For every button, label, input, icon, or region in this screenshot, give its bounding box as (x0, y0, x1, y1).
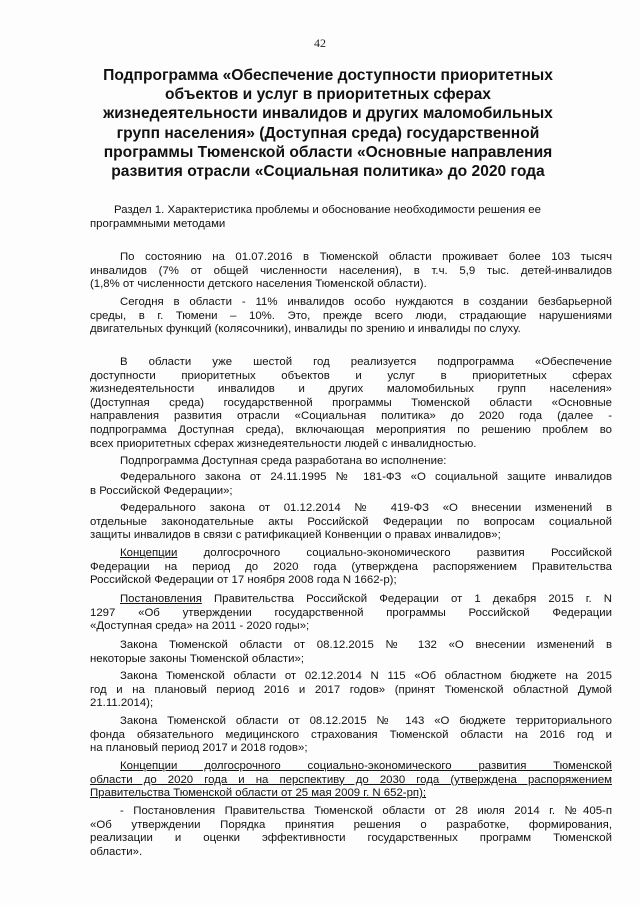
text-line: области». (90, 845, 143, 858)
text-line[interactable]: Концепции долгосрочного социально-экономического развития Тюменской (120, 760, 612, 772)
text-line: фонда обязательного медицинского страхования Тюменской области на 2016 год и (90, 728, 612, 741)
text-line: инвалидов (7% от общей численности населения), в т.ч. 5,9 тыс. детей-инвалидов (90, 264, 612, 277)
text-line: защиты инвалидов в связи с ратификацией Конвенции о правах инвалидов»; (90, 529, 501, 542)
text-line: Сегодня в области - 11% инвалидов особо нуждаются в создании безбарьерной (120, 296, 612, 308)
text-fragment: Правительства Российской Федерации от 1 декабря 2015 г. N (201, 593, 612, 605)
resolution-link[interactable]: Постановления (120, 593, 202, 605)
text-line: на плановый период 2017 и 2018 годов»; (90, 742, 308, 755)
text-line: всех приоритетных сферах жизнедеятельности людей с инвалидностью. (90, 437, 477, 450)
document-title (78, 66, 578, 181)
text-line: некоторые законы Тюменской области»; (90, 652, 305, 665)
text-line: доступности приоритетных объектов и услуг в приоритетных сферах (90, 369, 612, 382)
text-line: Закона Тюменской области от 08.12.2015 № 132 «О внесении изменений в (120, 639, 612, 651)
title-line: групп населения» (Доступная среда) государственной (116, 124, 540, 142)
paragraph-concept-tyumen[interactable] (90, 760, 612, 801)
paragraph-law-132 (90, 639, 612, 666)
title-line: программы Тюменской области «Основные направления (103, 143, 553, 161)
text-line: В области уже шестой год реализуется подпрограмма «Обеспечение (120, 356, 612, 368)
paragraph-law-419 (90, 502, 612, 543)
text-line: Федерального закона от 01.12.2014 № 419-ФЗ «О внесении изменений в (120, 502, 612, 514)
text-line: «Об утверждении Порядка принятия решения о разработке, формирования, (90, 818, 612, 831)
text-line: Закона Тюменской области от 02.12.2014 N 115 «Об областном бюджете на 2015 (120, 670, 612, 682)
text-line: Подпрограмма Доступная среда разработана во исполнение: (120, 455, 447, 467)
title-line: развития отрасли «Социальная политика» до 2020 года (111, 163, 545, 181)
concept-link[interactable]: Концепции (120, 547, 178, 559)
text-line (90, 593, 612, 607)
text-line: подпрограмма Доступная среда), включающая мероприятия по решению проблем во (90, 423, 612, 436)
paragraph-resolution-405 (90, 805, 612, 859)
text-line: среды, в г. Тюмени – 10%. Это, прежде всего люди, страдающие нарушениями (90, 309, 612, 322)
text-line: отдельные законодательные акты Российской Федерации по вопросам социальной (90, 515, 612, 528)
text-line: направления развития отрасли «Социальная политика» до 2020 года (далее - (90, 410, 612, 423)
paragraph-subprogram (90, 356, 612, 451)
title-line: Подпрограмма «Обеспечение доступности приоритетных (103, 67, 553, 84)
paragraph-needs (90, 296, 612, 337)
paragraph-law-181 (90, 471, 612, 498)
text-line: «Доступная среда» на 2011 - 2020 годы»; (90, 620, 310, 633)
paragraph-concept-rf (90, 547, 612, 588)
text-line: Российской Федерации от 17 ноября 2008 года N 1662-р); (90, 574, 397, 587)
text-line: Федерального закона от 24.11.1995 № 181-ФЗ «О социальной защите инвалидов (120, 471, 612, 483)
text-line: 1297 «Об утверждении государственной программы Российской Федерации (90, 606, 612, 619)
text-line: жизнедеятельности инвалидов и других маломобильных групп населения» (90, 383, 612, 396)
section-heading-line: программными методами (90, 218, 226, 230)
text-line: 21.11.2014); (90, 697, 154, 710)
text-line: реализации и оценки эффективности государственных программ Тюменской (90, 832, 612, 845)
text-line (90, 547, 612, 561)
text-line[interactable]: Правительства Тюменской области от 25 мая 2009 г. N 652-рп); (90, 787, 427, 800)
section-heading (90, 203, 612, 231)
text-line: По состоянию на 01.07.2016 в Тюменской области проживает более 103 тысяч (120, 251, 612, 263)
text-line: год и на плановый период 2016 и 2017 годов» (принят Тюменской областной Думой (90, 683, 612, 696)
paragraph-resolution-1297 (90, 593, 612, 634)
paragraph-statistics (90, 251, 612, 292)
title-line: жизнедеятельности инвалидов и других маломобильных (103, 105, 553, 123)
paragraph-law-143 (90, 715, 612, 756)
text-line: двигательных функций (колясочники), инвалиды по зрению и инвалиды по слуху. (90, 323, 521, 336)
text-line: - Постановления Правительства Тюменской области от 28 июля 2014 г. №405-п (120, 805, 612, 817)
text-line: Федерации на период до 2020 года (утверждена распоряжением Правительства (90, 560, 612, 573)
paragraph-basis (90, 455, 612, 469)
title-line: объектов и услуг в приоритетных сферах (165, 86, 491, 104)
paragraph-law-115 (90, 670, 612, 711)
text-fragment: долгосрочного социально-экономического развития Российской (177, 547, 612, 559)
text-line[interactable]: области до 2020 года и на перспективу до 2030 года (утверждена распоряжением (90, 773, 612, 786)
section-heading-line: Раздел 1. Характеристика проблемы и обоснование необходимости решения ее (114, 204, 541, 216)
text-line: Закона Тюменской области от 08.12.2015 № 143 «О бюджете территориального (120, 715, 612, 727)
page-number: 42 (314, 36, 326, 50)
text-line: (1,8% от численности детского населения Тюменской области). (90, 278, 427, 291)
text-line: в Российской Федерации»; (90, 484, 233, 497)
text-line: (Доступная среда) государственной программы Тюменской области «Основные (90, 396, 612, 409)
